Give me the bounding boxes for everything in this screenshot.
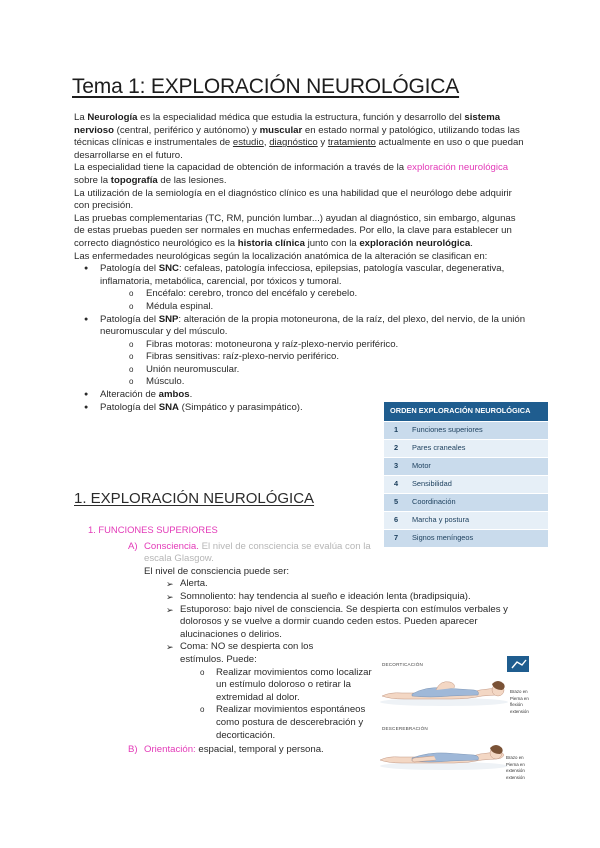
list-item-ambos: ● Alteración de ambos. xyxy=(100,389,526,402)
decerebration-caption: DESCEREBRACIÓN xyxy=(382,726,428,731)
posture-illustration xyxy=(372,656,532,780)
intro-paragraph-4: Las pruebas complementarias (TC, RM, punción lumbar...) ayudan al diagnóstico, sin embargo, algunas de estas pruebas pueden ser normales en muchas enfermedades. Por ello, la clave para establecer un correcto diagnóstico neurológico es la historia clínica junto con la exploración neurológica. xyxy=(74,212,516,249)
list-item: o Médula espinal. xyxy=(146,301,526,314)
table-row: 2 Pares craneales xyxy=(384,439,548,457)
table-header: ORDEN EXPLORACIÓN NEUROLÓGICA xyxy=(384,402,548,421)
consciousness-levels xyxy=(88,578,528,666)
intro-body xyxy=(74,112,526,414)
table-row: 6 Marcha y postura xyxy=(384,511,548,529)
classification-list xyxy=(74,263,526,414)
intro-paragraph-2: La especialidad tiene la capacidad de obtención de información a través de la exploración neurológica sobre la topografía de las lesiones. xyxy=(74,162,509,186)
intro-paragraph-5: Las enfermedades neurológicas según la localización anatómica de la alteración se clasifican en: xyxy=(74,250,488,262)
item-consciencia: A) Consciencia. El nivel de consciencia se evalúa con la escala Glasgow. El nivel de consciencia puede ser: xyxy=(88,541,388,579)
consciousness-intro: El nivel de consciencia puede ser: xyxy=(144,565,290,577)
list-item: o Músculo. xyxy=(146,376,446,389)
list-item-snc: ● Patología del SNC: cefaleas, patología infecciosa, epilepsias, patología vascular, degenerativa, inflamatoria, metabólica, carencial, por tóxicos y tumoral. o Encéfalo: cerebro, tronco del encéfalo y cerebelo. o Médula espinal. xyxy=(100,263,526,313)
section-heading: 1. EXPLORACIÓN NEUROLÓGICA xyxy=(74,490,315,507)
item-orientacion: B) Orientación: espacial, temporal y persona. xyxy=(128,744,324,756)
list-item: o Realizar movimientos espontáneos como postura de descerebración y decorticación. xyxy=(216,704,376,742)
list-item: o Realizar movimientos como localizar un estímulo doloroso o retirar la extremidad al dolor. xyxy=(216,667,376,705)
page-title: Tema 1: EXPLORACIÓN NEUROLÓGICA xyxy=(72,75,460,98)
snp-sublist xyxy=(100,339,446,389)
subsection-heading: 1. FUNCIONES SUPERIORES xyxy=(88,524,218,535)
list-item: o Encéfalo: cerebro, tronco del encéfalo y cerebelo. xyxy=(146,288,526,301)
label-leg-extension-2: Pierna en extensión xyxy=(506,762,525,780)
table-row: 3 Motor xyxy=(384,457,548,475)
snc-sublist xyxy=(100,288,526,313)
list-item: o Unión neuromuscular. xyxy=(146,364,446,377)
list-item: ➢ Coma: NO se despierta con los estímulos. Puede: xyxy=(180,641,330,666)
table-row: 4 Sensibilidad xyxy=(384,475,548,493)
table-row: 1 Funciones superiores xyxy=(384,421,548,439)
intro-paragraph-1: La Neurología es la especialidad médica que estudia la estructura, función y desarrollo del sistema nervioso (central, periférico y autónomo) y muscular en estado normal y patológico, utilizando todas las técnicas clínicas e instrumentales de estudio, diagnóstico y tratamiento actualmente en uso o que puedan desarrollarse en el futuro. xyxy=(74,112,524,161)
label-leg-extension: Pierna en extensión xyxy=(510,696,529,714)
label-arm-flexion: Brazo en flexión xyxy=(510,689,528,707)
coma-sublist xyxy=(88,667,376,743)
intro-paragraph-3: La utilización de la semiología en el diagnóstico clínico es una habilidad que el neurólogo debe adquirir con precisión. xyxy=(74,187,512,212)
list-item: o Fibras motoras: motoneurona y raíz-plexo-nervio periférico. xyxy=(146,339,446,352)
list-item: ➢ Alerta. xyxy=(180,578,528,591)
label-arm-extension: Brazo en extensión xyxy=(506,755,525,773)
list-item: ➢ Estuporoso: bajo nivel de consciencia. Se despierta con estímulos verbales y dolorosos y se vuelve a dormir cuando ceden estos. Pueden aparecer alucinaciones o delirios. xyxy=(180,604,528,642)
list-item: o Fibras sensitivas: raíz-plexo-nervio periférico. xyxy=(146,351,446,364)
table-row: 7 Signos meníngeos xyxy=(384,529,548,547)
list-item-sna: ● Patología del SNA (Simpático y parasimpático). xyxy=(100,402,526,415)
table-row: 5 Coordinación xyxy=(384,493,548,511)
list-item: ➢ Somnoliento: hay tendencia al sueño e ideación lenta (bradipsiquia). xyxy=(180,591,528,604)
list-item-snp: ● Patología del SNP: alteración de la propia motoneurona, de la raíz, del plexo, del nervio, de la unión neuromuscular y del músculo. o Fibras motoras: motoneurona y raíz-plexo-nervio periférico. o Fibras sensitivas: raíz-plexo-nervio periférico. o Unión neuromuscular. o Músculo. xyxy=(100,314,526,390)
decortication-caption: DECORTICACIÓN xyxy=(382,662,424,667)
